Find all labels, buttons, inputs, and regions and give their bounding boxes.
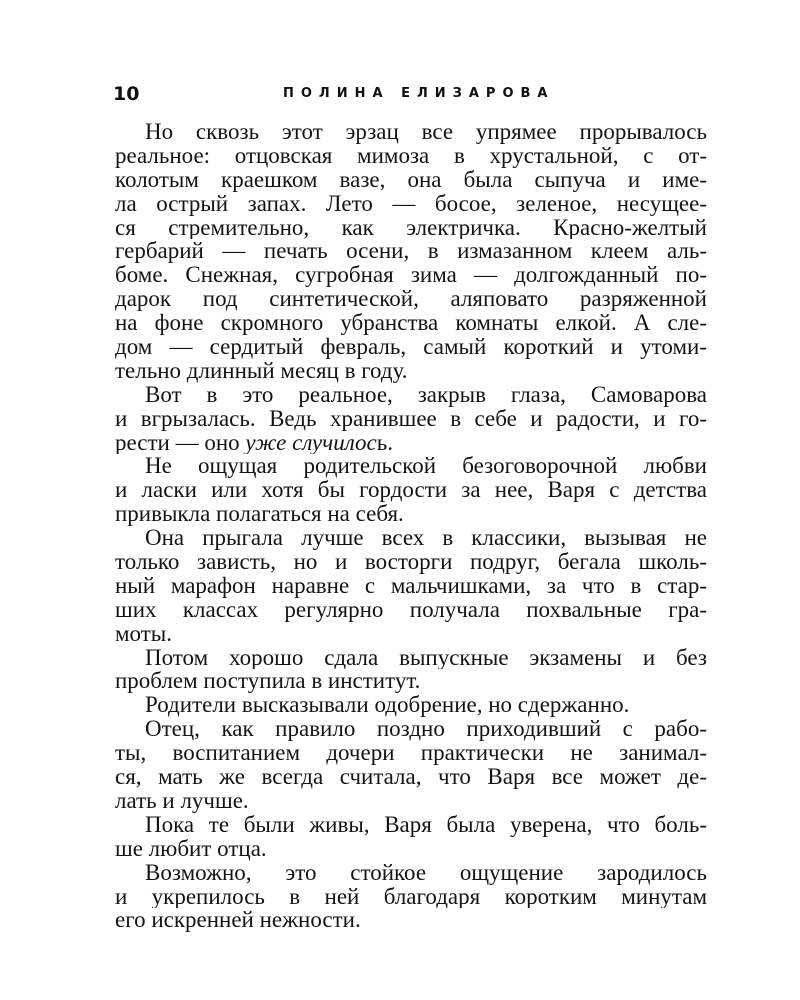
text-line: реальное: отцовская мимоза в хрустальной, с от- <box>115 143 707 168</box>
text-line: гербарий — печать осени, в измазанном клеем аль- <box>115 239 707 264</box>
text-line: и вгрызалась. Ведь хранившее в себе и радости, и го- <box>115 406 707 431</box>
text-line: Отец, как правило поздно приходивший с рабо- <box>145 717 707 742</box>
text-line: ших классах регулярно получала похвальные гра- <box>115 597 707 622</box>
text-line: Вот в это реальное, закрыв глаза, Самоварова <box>145 382 707 407</box>
page-number: 10 <box>113 83 140 105</box>
text-fragment: рести — оно <box>115 430 246 455</box>
text-line: Но сквозь этот эрзац все упрямее прорывалось <box>145 120 707 144</box>
text-line: ный марафон наравне с мальчишками, за что в стар- <box>115 573 707 598</box>
text-line: Родители высказывали одобрение, но сдержанно. <box>145 693 630 718</box>
text-line: ся стремительно, как электричка. Красно-желтый <box>115 215 707 240</box>
text-line: лать и лучше. <box>115 788 249 813</box>
text-line: тельно длинный месяц в году. <box>115 358 408 383</box>
text-line: ты, воспитанием дочери практически не занимал- <box>115 741 707 766</box>
text-line: ся, мать же всегда считала, что Варя все может де- <box>115 765 707 789</box>
text-line: привыкла полагаться на себя. <box>115 502 404 527</box>
text-line: Не ощущая родительской безоговорочной любви <box>145 454 707 479</box>
text-line: на фоне скромного убранства комнаты елкой. А сле- <box>115 311 707 336</box>
text-line: дарок под синтетической, аляповато разряженной <box>115 287 707 312</box>
text-line: его искренней нежности. <box>115 908 361 933</box>
running-head-author: ПОЛИНА ЕЛИЗАРОВА <box>283 86 555 101</box>
running-head <box>113 82 703 106</box>
text-line: Возможно, это стойкое ощущение зародилось <box>145 860 707 885</box>
text-line: проблем поступила в институт. <box>115 669 421 694</box>
text-line: и укрепилось в ней благодаря коротким минутам <box>115 884 707 909</box>
text-line: колотым краешком вазе, она была сыпуча и име- <box>115 167 707 192</box>
text-line: моты. <box>115 621 173 646</box>
text-fragment: ь. <box>376 430 393 455</box>
text-line-with-emphasis <box>115 431 707 455</box>
text-line: ла острый запах. Лето — босое, зеленое, несущее- <box>115 191 707 216</box>
text-line: и ласки или хотя бы гордости за нее, Варя с детства <box>115 478 707 503</box>
text-line: ше любит отца. <box>115 836 267 861</box>
text-line: боме. Снежная, сугробная зима — долгожданный по- <box>115 263 707 288</box>
italic-emphasis: уже случилос <box>245 430 377 455</box>
text-line: Пока те были живы, Варя была уверена, что боль- <box>145 812 707 837</box>
text-line: Потом хорошо сдала выпускные экзамены и без <box>145 645 707 670</box>
text-line: только зависть, но и восторги подруг, бегала школь- <box>115 550 707 574</box>
text-line: Она прыгала лучше всех в классики, вызывая не <box>145 526 707 551</box>
body-text <box>115 120 707 932</box>
text-line: дом — сердитый февраль, самый короткий и утоми- <box>115 335 707 359</box>
